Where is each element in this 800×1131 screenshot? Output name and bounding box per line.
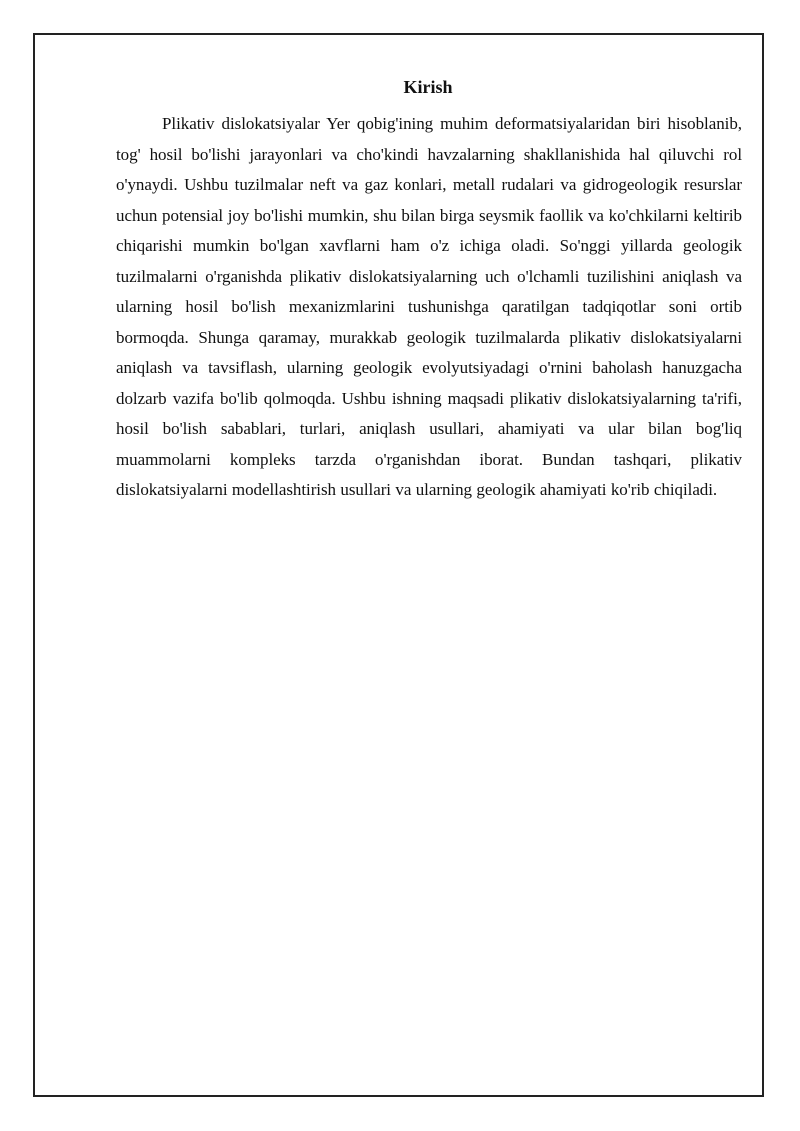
introduction-paragraph: Plikativ dislokatsiyalar Yer qobig'ining muhim deformatsiyalaridan biri hisoblanib, tog' hosil bo'lishi jarayonlari va cho'kindi havzalarning shakllanishida hal qiluvchi rol o'ynaydi. Ushbu tuzilmalar neft va gaz konlari, metall rudalari va gidrogeologik resurslar uchun potensial joy bo'lishi mumkin, shu bilan birga seysmik faollik va ko'chkilarni keltirib chiqarishi mumkin bo'lgan xavflarni ham o'z ichiga oladi. So'nggi yillarda geologik tuzilmalarni o'rganishda plikativ dislokatsiyalarning uch o'lchamli tuzilishini aniqlash va ularning hosil bo'lish mexanizmlarini tushunishga qaratilgan tadqiqotlar soni ortib bormoqda. Shunga qaramay, murakkab geologik tuzilmalarda plikativ dislokatsiyalarni aniqlash va tavsiflash, ularning geologik evolyutsiyadagi o'rnini baholash hanuzgacha dolzarb vazifa bo'lib qolmoqda. Ushbu ishning maqsadi plikativ dislokatsiyalarning ta'rifi, hosil bo'lish sabablari, turlari, aniqlash usullari, ahamiyati va ular bilan bog'liq muammolarni kompleks tarzda o'rganishdan iborat. Bundan tashqari, plikativ dislokatsiyalarni modellashtirish usullari va ularning geologik ahamiyati ko'rib chiqiladi.	[116, 114, 742, 499]
section-heading: Kirish	[403, 77, 453, 97]
